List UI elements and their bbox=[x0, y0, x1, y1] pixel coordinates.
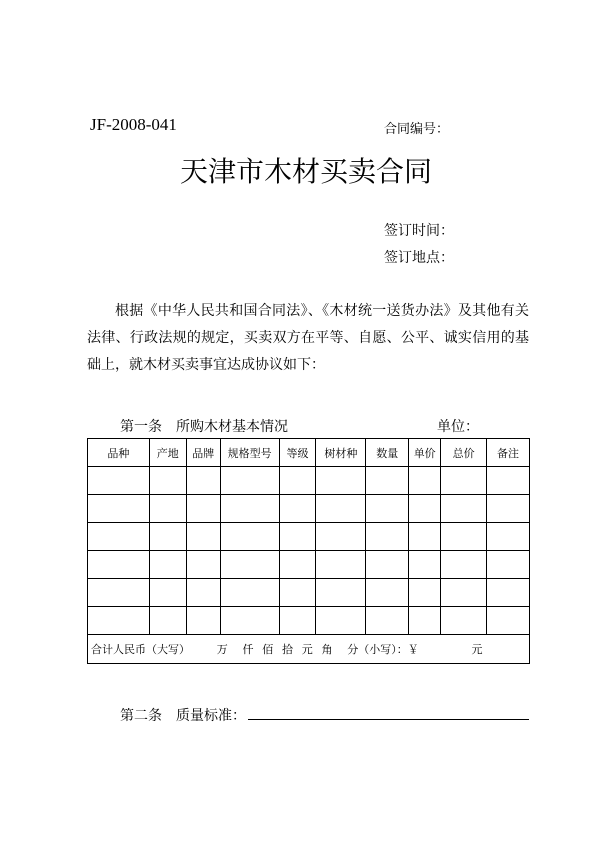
table-cell[interactable] bbox=[487, 551, 530, 579]
table-cell[interactable] bbox=[220, 495, 279, 523]
table-cell[interactable] bbox=[88, 523, 150, 551]
unit-qian: 仟 bbox=[242, 644, 254, 656]
unit-label: 单位： bbox=[437, 420, 479, 435]
preamble-paragraph: 根据《中华人民共和国合同法》、《木材统一送货办法》及其他有关法律、行政法规的规定，买卖双方在平等、自愿、公平、诚实信用的基础上，就木材买卖事宜达成协议如下： bbox=[87, 304, 529, 373]
table-row bbox=[88, 523, 530, 551]
table-row bbox=[88, 551, 530, 579]
table-cell[interactable] bbox=[186, 523, 220, 551]
total-row bbox=[88, 635, 530, 664]
table-cell[interactable] bbox=[409, 579, 441, 607]
table-row bbox=[88, 495, 530, 523]
column-header: 规格型号 bbox=[220, 439, 279, 467]
table-cell[interactable] bbox=[366, 523, 409, 551]
table-cell[interactable] bbox=[186, 551, 220, 579]
article-1-title: 第一条 所购木材基本情况 bbox=[120, 420, 288, 435]
column-header: 单价 bbox=[409, 439, 441, 467]
table-cell[interactable] bbox=[186, 607, 220, 635]
sign-time-label: 签订时间： bbox=[384, 224, 454, 239]
table-row bbox=[88, 607, 530, 635]
table-cell[interactable] bbox=[487, 579, 530, 607]
sign-place-label: 签订地点： bbox=[384, 251, 454, 266]
table-cell[interactable] bbox=[409, 495, 441, 523]
unit-bai: 佰 bbox=[262, 644, 274, 656]
table-row bbox=[88, 579, 530, 607]
table-cell[interactable] bbox=[220, 467, 279, 495]
table-header-row bbox=[88, 439, 530, 467]
table-cell[interactable] bbox=[279, 607, 316, 635]
table-cell[interactable] bbox=[441, 495, 487, 523]
unit-shi: 拾 bbox=[282, 644, 293, 656]
table-cell[interactable] bbox=[186, 467, 220, 495]
table-cell[interactable] bbox=[441, 607, 487, 635]
table-cell[interactable] bbox=[366, 551, 409, 579]
table-cell[interactable] bbox=[409, 607, 441, 635]
table-cell[interactable] bbox=[88, 607, 150, 635]
table-cell[interactable] bbox=[149, 579, 186, 607]
table-cell[interactable] bbox=[149, 551, 186, 579]
timber-table bbox=[87, 438, 530, 664]
document-code: JF-2008-041 bbox=[90, 115, 177, 134]
unit-yuan: 元 bbox=[301, 644, 313, 656]
column-header: 品种 bbox=[88, 439, 150, 467]
table-cell[interactable] bbox=[409, 523, 441, 551]
column-header: 备注 bbox=[487, 439, 530, 467]
column-header: 数量 bbox=[366, 439, 409, 467]
table-cell[interactable] bbox=[487, 467, 530, 495]
unit-yuan-end: 元 bbox=[471, 644, 483, 656]
column-header: 产地 bbox=[149, 439, 186, 467]
table-cell[interactable] bbox=[441, 523, 487, 551]
table-cell[interactable] bbox=[366, 495, 409, 523]
table-cell[interactable] bbox=[88, 551, 150, 579]
table-cell[interactable] bbox=[149, 495, 186, 523]
unit-fen-lowercase: 分（小写）：￥ bbox=[347, 644, 419, 656]
table-cell[interactable] bbox=[441, 467, 487, 495]
contract-number-label: 合同编号： bbox=[384, 121, 450, 136]
table-cell[interactable] bbox=[316, 579, 366, 607]
table-cell[interactable] bbox=[88, 467, 150, 495]
column-header: 总价 bbox=[441, 439, 487, 467]
table-cell[interactable] bbox=[409, 467, 441, 495]
table-cell[interactable] bbox=[149, 607, 186, 635]
table-cell[interactable] bbox=[220, 579, 279, 607]
table-cell[interactable] bbox=[279, 495, 316, 523]
column-header: 等级 bbox=[279, 439, 316, 467]
table-cell[interactable] bbox=[279, 523, 316, 551]
table-cell[interactable] bbox=[366, 607, 409, 635]
table-cell[interactable] bbox=[220, 551, 279, 579]
table-cell[interactable] bbox=[279, 551, 316, 579]
table-cell[interactable] bbox=[366, 579, 409, 607]
table-cell[interactable] bbox=[186, 495, 220, 523]
table-cell[interactable] bbox=[88, 495, 150, 523]
table-cell[interactable] bbox=[316, 551, 366, 579]
table-cell[interactable] bbox=[279, 467, 316, 495]
table-cell[interactable] bbox=[487, 523, 530, 551]
table-row bbox=[88, 467, 530, 495]
column-header: 树材种 bbox=[316, 439, 366, 467]
table-cell[interactable] bbox=[441, 579, 487, 607]
table-cell[interactable] bbox=[316, 523, 366, 551]
table-cell[interactable] bbox=[316, 495, 366, 523]
table-cell[interactable] bbox=[149, 523, 186, 551]
table-cell[interactable] bbox=[366, 467, 409, 495]
table-cell[interactable] bbox=[441, 551, 487, 579]
unit-wan: 万 bbox=[216, 644, 228, 656]
table-cell[interactable] bbox=[220, 523, 279, 551]
table-cell[interactable] bbox=[316, 467, 366, 495]
page-title: 天津市木材买卖合同 bbox=[179, 156, 432, 187]
unit-jiao: 角 bbox=[321, 644, 333, 656]
table-cell[interactable] bbox=[279, 579, 316, 607]
table-cell[interactable] bbox=[220, 607, 279, 635]
table-cell[interactable] bbox=[186, 579, 220, 607]
table-cell[interactable] bbox=[316, 607, 366, 635]
total-cell bbox=[88, 635, 530, 664]
table-cell[interactable] bbox=[487, 495, 530, 523]
column-header: 品牌 bbox=[186, 439, 220, 467]
table-cell[interactable] bbox=[409, 551, 441, 579]
quality-standard-field[interactable] bbox=[248, 719, 529, 720]
table-cell[interactable] bbox=[487, 607, 530, 635]
table-cell[interactable] bbox=[149, 467, 186, 495]
article-2-title: 第二条 质量标准： bbox=[120, 709, 246, 724]
table-cell[interactable] bbox=[88, 579, 150, 607]
total-label: 合计人民币（大写） bbox=[91, 644, 190, 656]
